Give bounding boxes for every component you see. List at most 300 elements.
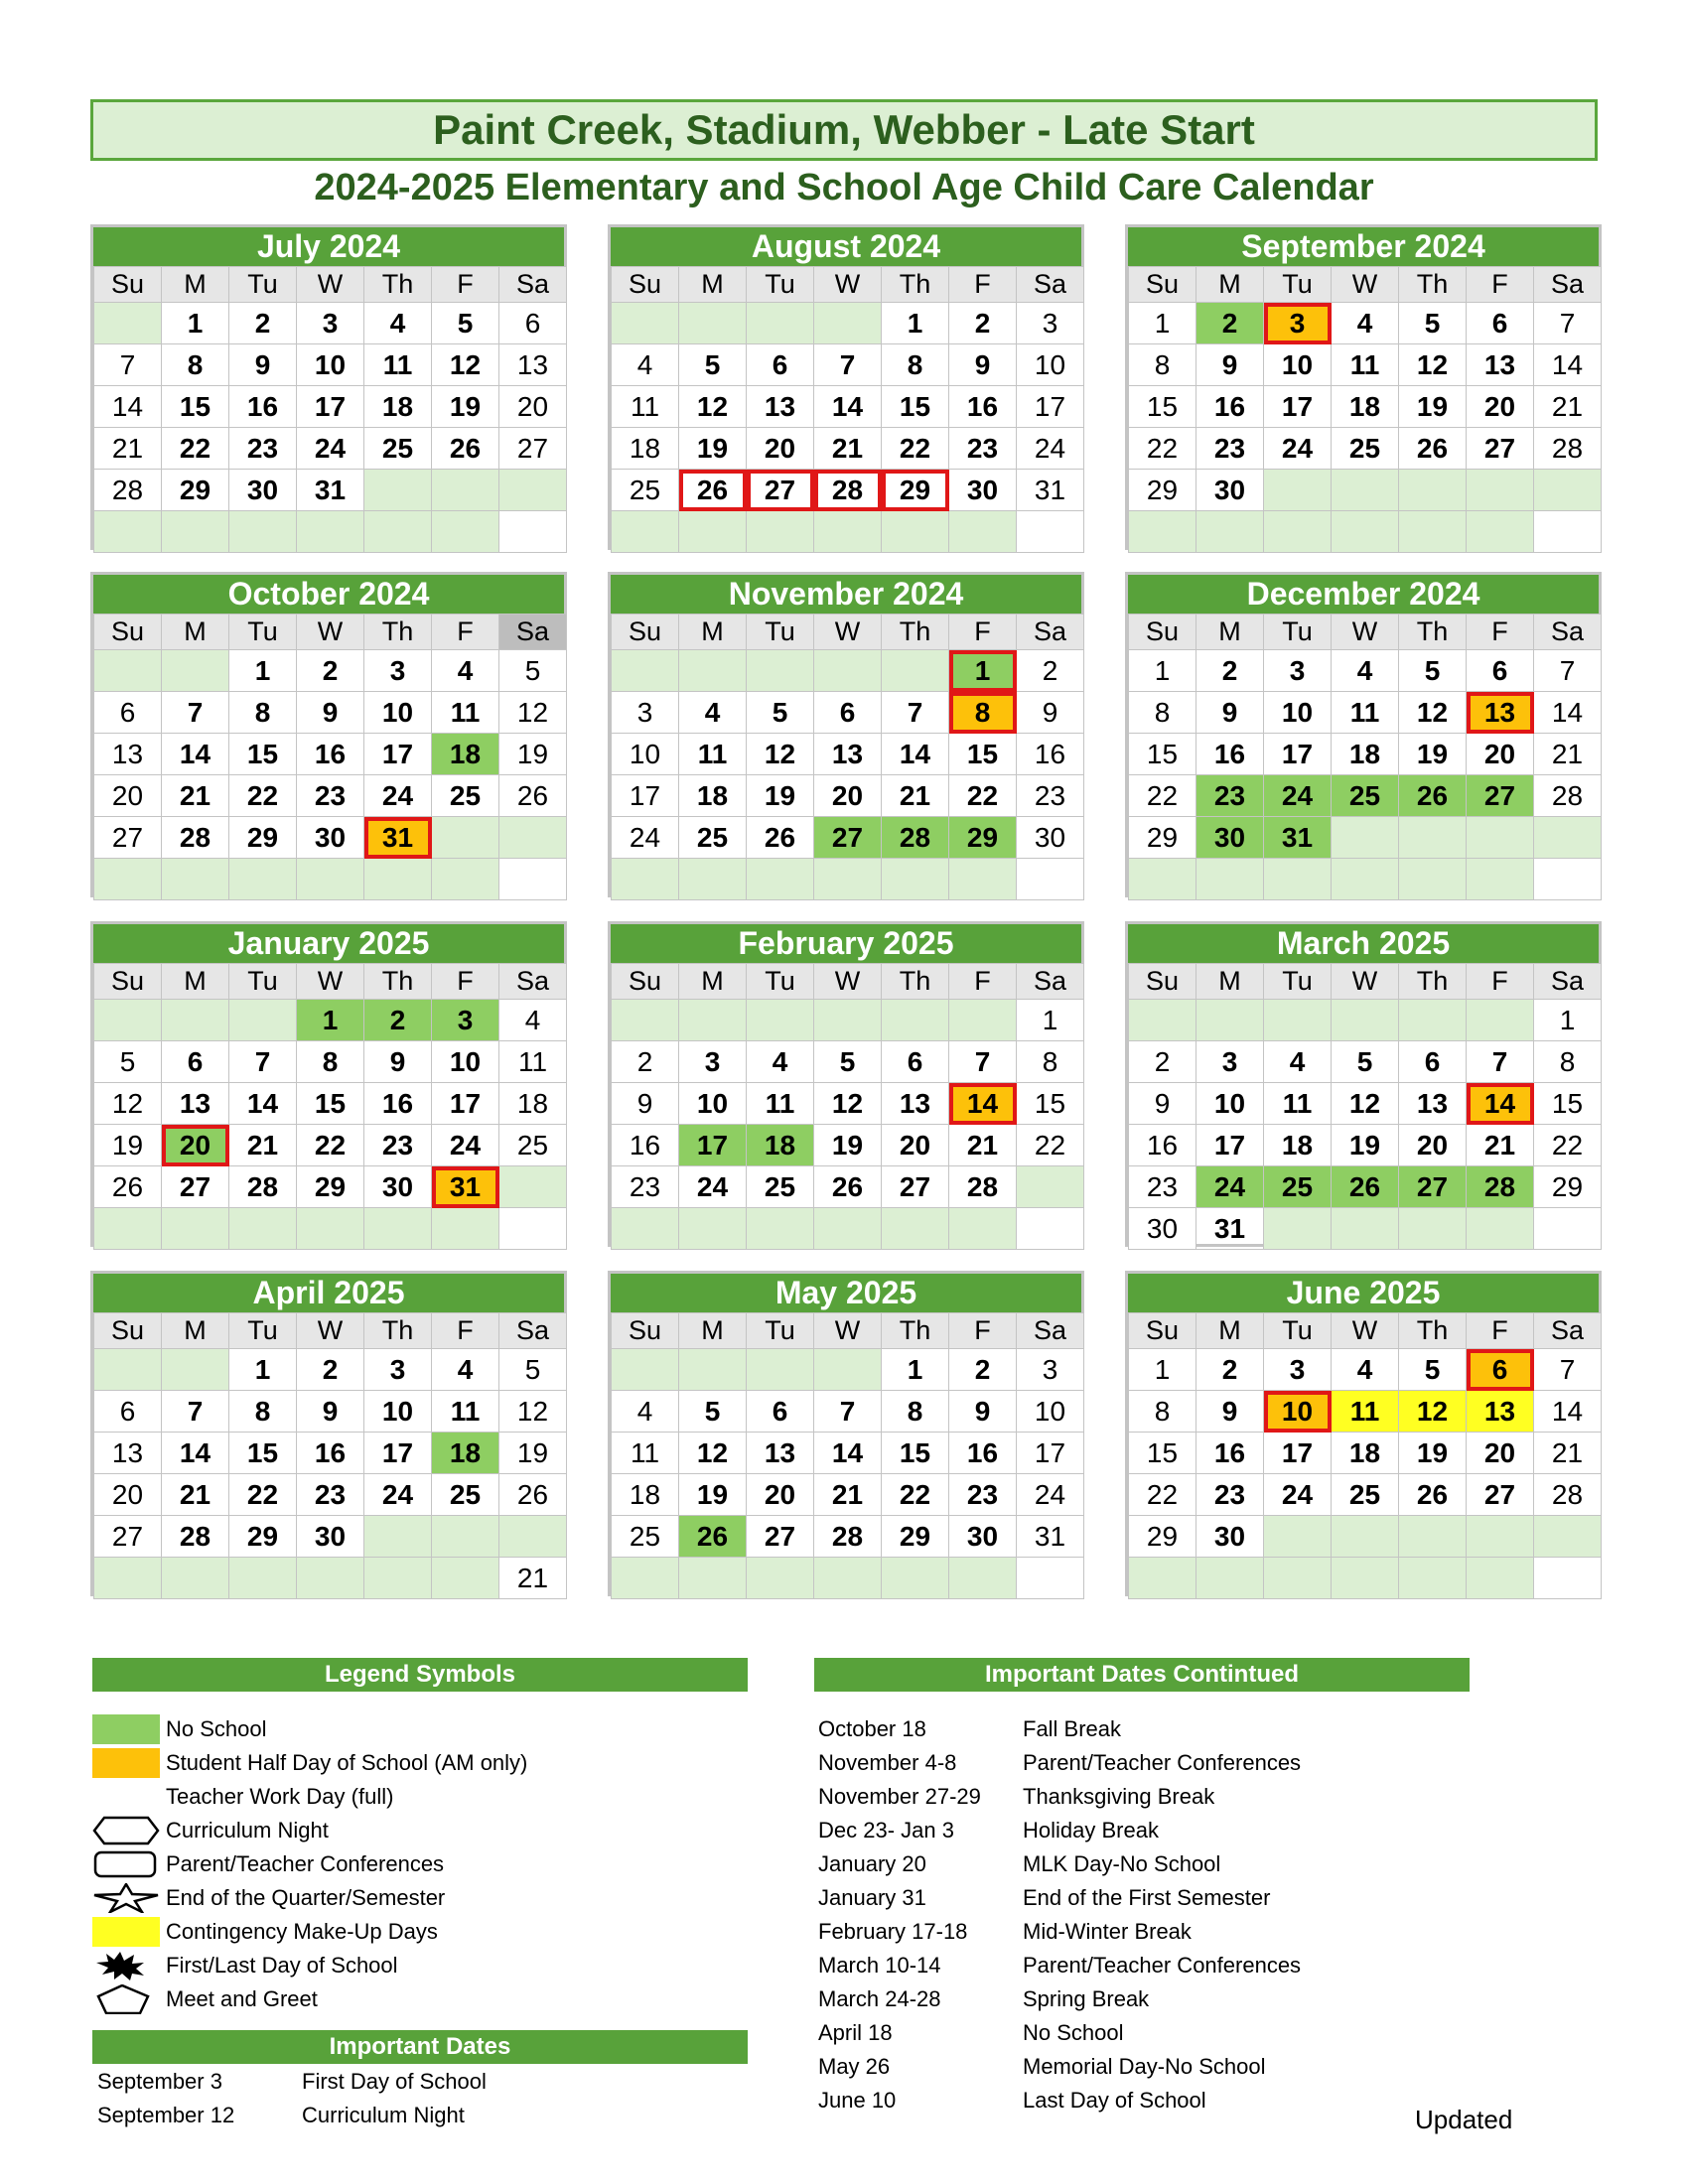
weekday-header: Sa xyxy=(1017,267,1084,303)
day-cell: 22 xyxy=(229,775,297,817)
day-cell: 26 xyxy=(1399,428,1467,470)
empty-day-cell xyxy=(814,1349,882,1391)
legend-item xyxy=(92,1949,688,1982)
day-cell: 12 xyxy=(679,386,747,428)
day-cell: 30 xyxy=(1196,817,1264,859)
day-cell: 29 xyxy=(949,817,1017,859)
day-cell: 11 xyxy=(1264,1083,1332,1125)
day-cell: 7 xyxy=(1534,650,1602,692)
empty-day-cell xyxy=(949,1000,1017,1041)
empty-day-cell xyxy=(1332,470,1399,511)
day-cell: 17 xyxy=(1264,1433,1332,1474)
weekday-header: Th xyxy=(1399,1313,1467,1349)
day-cell: 22 xyxy=(1129,775,1196,817)
weekday-header: F xyxy=(432,964,499,1000)
weekday-header: F xyxy=(432,1313,499,1349)
day-cell: 17 xyxy=(1264,734,1332,775)
day-cell: 16 xyxy=(297,1433,364,1474)
empty-day-cell xyxy=(1017,511,1084,553)
empty-day-cell xyxy=(1534,1558,1602,1599)
day-cell: 29 xyxy=(1129,470,1196,511)
day-cell: 3 xyxy=(1264,650,1332,692)
legend-label: First/Last Day of School xyxy=(166,1953,398,1978)
day-cell: 19 xyxy=(94,1125,162,1166)
day-cell: 25 xyxy=(612,470,679,511)
legend-label: Parent/Teacher Conferences xyxy=(166,1851,445,1876)
day-cell: 17 xyxy=(364,1433,432,1474)
day-cell: 1 xyxy=(1534,1000,1602,1041)
day-cell: 17 xyxy=(612,775,679,817)
weekday-header: Th xyxy=(364,267,432,303)
day-cell: 2 xyxy=(364,1000,432,1041)
empty-day-cell xyxy=(679,1558,747,1599)
day-cell: 22 xyxy=(1129,1474,1196,1516)
day-cell: 15 xyxy=(1129,734,1196,775)
empty-day-cell xyxy=(882,650,949,692)
weekday-header: F xyxy=(1467,614,1534,650)
empty-day-cell xyxy=(364,470,432,511)
day-cell: 15 xyxy=(1534,1083,1602,1125)
day-cell: 6 xyxy=(94,692,162,734)
legend-label: Curriculum Night xyxy=(166,1818,329,1843)
day-cell: 16 xyxy=(1129,1125,1196,1166)
day-cell: 14 xyxy=(162,734,229,775)
event-label: Mid-Winter Break xyxy=(1023,1919,1192,1944)
empty-day-cell xyxy=(1534,817,1602,859)
weekday-header: Su xyxy=(1129,614,1196,650)
empty-day-cell xyxy=(94,650,162,692)
weekday-header: Tu xyxy=(1264,964,1332,1000)
day-cell: 28 xyxy=(1534,775,1602,817)
day-cell: 14 xyxy=(882,734,949,775)
month-days-table xyxy=(1128,266,1602,553)
month-days-table xyxy=(1128,614,1602,900)
empty-day-cell xyxy=(949,1558,1017,1599)
day-cell: 19 xyxy=(679,1474,747,1516)
day-cell: 20 xyxy=(1399,1125,1467,1166)
day-cell: 3 xyxy=(364,650,432,692)
day-cell: 4 xyxy=(1332,1349,1399,1391)
empty-day-cell xyxy=(432,817,499,859)
day-cell: 8 xyxy=(229,1391,297,1433)
empty-day-cell xyxy=(499,859,567,900)
day-cell: 19 xyxy=(747,775,814,817)
day-cell: 28 xyxy=(1534,428,1602,470)
day-cell: 9 xyxy=(1129,1083,1196,1125)
day-cell: 5 xyxy=(1399,303,1467,344)
empty-day-cell xyxy=(679,1349,747,1391)
empty-day-cell xyxy=(679,859,747,900)
date-row xyxy=(818,2016,1414,2050)
day-cell: 31 xyxy=(1017,470,1084,511)
day-cell: 15 xyxy=(297,1083,364,1125)
day-cell: 27 xyxy=(747,470,814,511)
weekday-header: Tu xyxy=(229,267,297,303)
empty-day-cell xyxy=(432,1558,499,1599)
weekday-header: Th xyxy=(882,614,949,650)
day-cell: 30 xyxy=(1196,470,1264,511)
day-cell: 30 xyxy=(1017,817,1084,859)
weekday-header: Sa xyxy=(499,1313,567,1349)
day-cell: 27 xyxy=(162,1166,229,1208)
day-cell: 15 xyxy=(1129,386,1196,428)
day-cell: 2 xyxy=(949,1349,1017,1391)
day-cell: 22 xyxy=(882,1474,949,1516)
weekday-header: Sa xyxy=(499,964,567,1000)
day-cell: 5 xyxy=(499,650,567,692)
empty-day-cell xyxy=(499,511,567,553)
day-cell: 17 xyxy=(297,386,364,428)
weekday-header: Th xyxy=(882,1313,949,1349)
empty-day-cell xyxy=(162,1208,229,1250)
day-cell: 19 xyxy=(499,1433,567,1474)
day-cell: 8 xyxy=(1129,692,1196,734)
day-cell: 3 xyxy=(1017,1349,1084,1391)
day-cell: 29 xyxy=(229,817,297,859)
weekday-header: Tu xyxy=(229,964,297,1000)
weekday-header: W xyxy=(1332,964,1399,1000)
weekday-header: W xyxy=(814,614,882,650)
weekday-header: M xyxy=(1196,267,1264,303)
day-cell: 8 xyxy=(949,692,1017,734)
day-cell: 2 xyxy=(297,650,364,692)
day-cell: 30 xyxy=(1129,1208,1196,1250)
yellow-swatch xyxy=(92,1917,160,1947)
day-cell: 5 xyxy=(747,692,814,734)
day-cell: 18 xyxy=(364,386,432,428)
rounded-rect-icon xyxy=(92,1849,160,1879)
empty-day-cell xyxy=(612,303,679,344)
day-cell: 4 xyxy=(612,344,679,386)
day-cell: 7 xyxy=(814,344,882,386)
day-cell: 20 xyxy=(94,1474,162,1516)
empty-day-cell xyxy=(882,511,949,553)
day-cell: 10 xyxy=(1264,1391,1332,1433)
empty-day-cell xyxy=(94,303,162,344)
day-cell: 12 xyxy=(814,1083,882,1125)
date-row xyxy=(818,1746,1414,1780)
day-cell: 6 xyxy=(162,1041,229,1083)
empty-day-cell xyxy=(229,1208,297,1250)
weekday-header: Su xyxy=(94,964,162,1000)
weekday-header: Th xyxy=(364,964,432,1000)
day-cell: 4 xyxy=(1332,650,1399,692)
day-cell: 7 xyxy=(882,692,949,734)
day-cell: 14 xyxy=(1467,1083,1534,1125)
burst-icon xyxy=(92,1951,160,1980)
day-cell: 24 xyxy=(1264,1474,1332,1516)
day-cell: 17 xyxy=(1196,1125,1264,1166)
day-cell: 24 xyxy=(1264,775,1332,817)
day-cell: 28 xyxy=(1534,1474,1602,1516)
empty-day-cell xyxy=(364,511,432,553)
month-title: August 2024 xyxy=(611,227,1081,266)
day-cell: 1 xyxy=(1017,1000,1084,1041)
day-cell: 4 xyxy=(432,1349,499,1391)
day-cell: 12 xyxy=(1332,1083,1399,1125)
day-cell: 14 xyxy=(949,1083,1017,1125)
date-row xyxy=(818,1881,1414,1915)
day-cell: 16 xyxy=(364,1083,432,1125)
empty-day-cell xyxy=(364,1558,432,1599)
weekday-header: W xyxy=(297,964,364,1000)
empty-day-cell xyxy=(229,859,297,900)
day-cell: 29 xyxy=(1129,817,1196,859)
day-cell: 26 xyxy=(679,1516,747,1558)
weekday-header: F xyxy=(949,267,1017,303)
empty-day-cell xyxy=(1399,1516,1467,1558)
day-cell: 28 xyxy=(814,470,882,511)
weekday-header: Tu xyxy=(747,614,814,650)
empty-day-cell xyxy=(229,1558,297,1599)
day-cell: 3 xyxy=(1264,1349,1332,1391)
day-cell: 18 xyxy=(679,775,747,817)
weekday-header: M xyxy=(162,964,229,1000)
empty-day-cell xyxy=(747,1000,814,1041)
empty-day-cell xyxy=(612,1208,679,1250)
date-label: February 17-18 xyxy=(818,1919,968,1944)
day-cell: 31 xyxy=(1196,1208,1264,1250)
day-cell: 8 xyxy=(229,692,297,734)
day-cell: 22 xyxy=(297,1125,364,1166)
empty-day-cell xyxy=(1264,1208,1332,1250)
day-cell: 6 xyxy=(747,344,814,386)
day-cell: 13 xyxy=(1399,1083,1467,1125)
empty-day-cell xyxy=(1129,1558,1196,1599)
day-cell: 4 xyxy=(432,650,499,692)
day-cell: 18 xyxy=(499,1083,567,1125)
day-cell: 26 xyxy=(499,1474,567,1516)
day-cell: 4 xyxy=(747,1041,814,1083)
day-cell: 14 xyxy=(814,1433,882,1474)
date-row xyxy=(818,1915,1414,1949)
day-cell: 26 xyxy=(499,775,567,817)
day-cell: 14 xyxy=(814,386,882,428)
empty-day-cell xyxy=(1467,859,1534,900)
day-cell: 30 xyxy=(949,1516,1017,1558)
day-cell: 14 xyxy=(1534,692,1602,734)
day-cell: 11 xyxy=(432,1391,499,1433)
day-cell: 12 xyxy=(747,734,814,775)
empty-day-cell xyxy=(499,1208,567,1250)
date-label: April 18 xyxy=(818,2020,893,2045)
empty-day-cell xyxy=(814,303,882,344)
day-cell: 25 xyxy=(1332,1474,1399,1516)
green-swatch xyxy=(92,1714,160,1744)
day-cell: 21 xyxy=(882,775,949,817)
empty-day-cell xyxy=(747,511,814,553)
day-cell: 25 xyxy=(1264,1166,1332,1208)
day-cell: 7 xyxy=(1534,1349,1602,1391)
date-label: November 4-8 xyxy=(818,1750,957,1775)
empty-day-cell xyxy=(1129,859,1196,900)
day-cell: 20 xyxy=(882,1125,949,1166)
day-cell: 14 xyxy=(162,1433,229,1474)
day-cell: 2 xyxy=(1017,650,1084,692)
day-cell: 16 xyxy=(1196,1433,1264,1474)
weekday-header: Tu xyxy=(229,1313,297,1349)
day-cell: 5 xyxy=(94,1041,162,1083)
month-days-table xyxy=(611,614,1084,900)
day-cell: 24 xyxy=(364,1474,432,1516)
day-cell: 27 xyxy=(1399,1166,1467,1208)
day-cell: 11 xyxy=(499,1041,567,1083)
weekday-header: W xyxy=(1332,1313,1399,1349)
empty-day-cell xyxy=(1196,859,1264,900)
day-cell: 6 xyxy=(1399,1041,1467,1083)
day-cell: 6 xyxy=(747,1391,814,1433)
page-banner: Paint Creek, Stadium, Webber - Late Start xyxy=(90,99,1598,161)
day-cell: 18 xyxy=(612,1474,679,1516)
weekday-header: F xyxy=(949,614,1017,650)
weekday-header: F xyxy=(1467,1313,1534,1349)
day-cell: 6 xyxy=(1467,303,1534,344)
empty-day-cell xyxy=(747,303,814,344)
empty-day-cell xyxy=(364,1516,432,1558)
day-cell: 7 xyxy=(229,1041,297,1083)
empty-day-cell xyxy=(1332,1208,1399,1250)
weekday-header: W xyxy=(1332,614,1399,650)
legend-label: Contingency Make-Up Days xyxy=(166,1919,438,1944)
month-title: June 2025 xyxy=(1128,1274,1599,1312)
day-cell: 2 xyxy=(1196,650,1264,692)
day-cell: 16 xyxy=(949,386,1017,428)
day-cell: 8 xyxy=(882,344,949,386)
empty-day-cell xyxy=(94,511,162,553)
day-cell: 16 xyxy=(612,1125,679,1166)
empty-day-cell xyxy=(1467,470,1534,511)
day-cell: 10 xyxy=(1264,692,1332,734)
day-cell: 26 xyxy=(1399,1474,1467,1516)
day-cell: 10 xyxy=(297,344,364,386)
empty-day-cell xyxy=(1467,817,1534,859)
day-cell: 21 xyxy=(162,1474,229,1516)
day-cell: 27 xyxy=(94,1516,162,1558)
day-cell: 1 xyxy=(882,1349,949,1391)
empty-day-cell xyxy=(432,1516,499,1558)
day-cell: 3 xyxy=(1017,303,1084,344)
empty-day-cell xyxy=(432,859,499,900)
day-cell: 14 xyxy=(229,1083,297,1125)
day-cell: 15 xyxy=(1017,1083,1084,1125)
month-title: January 2025 xyxy=(93,924,564,963)
empty-day-cell xyxy=(364,1208,432,1250)
month-1 xyxy=(90,224,567,550)
weekday-header: W xyxy=(1332,267,1399,303)
day-cell: 15 xyxy=(1129,1433,1196,1474)
day-cell: 24 xyxy=(1196,1166,1264,1208)
day-cell: 20 xyxy=(94,775,162,817)
empty-day-cell xyxy=(882,1000,949,1041)
pentagon-icon xyxy=(92,1984,160,2014)
empty-day-cell xyxy=(432,511,499,553)
day-cell: 5 xyxy=(432,303,499,344)
date-row xyxy=(97,2065,693,2099)
day-cell: 18 xyxy=(747,1125,814,1166)
empty-day-cell xyxy=(364,859,432,900)
empty-day-cell xyxy=(297,1558,364,1599)
day-cell: 23 xyxy=(612,1166,679,1208)
empty-day-cell xyxy=(814,859,882,900)
legend-item xyxy=(92,1847,688,1881)
day-cell: 2 xyxy=(612,1041,679,1083)
day-cell: 30 xyxy=(1196,1516,1264,1558)
day-cell: 4 xyxy=(1332,303,1399,344)
empty-day-cell xyxy=(612,511,679,553)
weekday-header: W xyxy=(814,964,882,1000)
empty-day-cell xyxy=(499,1516,567,1558)
day-cell: 19 xyxy=(1399,386,1467,428)
day-cell: 26 xyxy=(814,1166,882,1208)
day-cell: 25 xyxy=(499,1125,567,1166)
day-cell: 12 xyxy=(679,1433,747,1474)
month-4 xyxy=(90,572,567,897)
day-cell: 22 xyxy=(949,775,1017,817)
day-cell: 23 xyxy=(1129,1166,1196,1208)
day-cell: 21 xyxy=(814,1474,882,1516)
day-cell: 2 xyxy=(1196,303,1264,344)
weekday-header: Tu xyxy=(747,964,814,1000)
day-cell: 26 xyxy=(1332,1166,1399,1208)
weekday-header: Su xyxy=(94,1313,162,1349)
day-cell: 8 xyxy=(882,1391,949,1433)
day-cell: 29 xyxy=(882,470,949,511)
day-cell: 29 xyxy=(229,1516,297,1558)
empty-day-cell xyxy=(814,1558,882,1599)
day-cell: 22 xyxy=(162,428,229,470)
day-cell: 14 xyxy=(94,386,162,428)
weekday-header: Th xyxy=(1399,614,1467,650)
day-cell: 18 xyxy=(432,734,499,775)
date-row xyxy=(818,1814,1414,1847)
empty-day-cell xyxy=(679,1208,747,1250)
day-cell: 22 xyxy=(229,1474,297,1516)
date-row xyxy=(818,2084,1414,2117)
weekday-header: W xyxy=(297,267,364,303)
day-cell: 12 xyxy=(499,692,567,734)
empty-day-cell xyxy=(1399,1208,1467,1250)
day-cell: 31 xyxy=(432,1166,499,1208)
day-cell: 27 xyxy=(747,1516,814,1558)
date-label: September 3 xyxy=(97,2069,222,2094)
date-label: October 18 xyxy=(818,1716,926,1741)
empty-day-cell xyxy=(1017,1558,1084,1599)
day-cell: 10 xyxy=(1017,1391,1084,1433)
month-11 xyxy=(608,1271,1084,1596)
day-cell: 11 xyxy=(612,1433,679,1474)
empty-day-cell xyxy=(1332,511,1399,553)
day-cell: 17 xyxy=(1264,386,1332,428)
month-6 xyxy=(1125,572,1602,897)
day-cell: 24 xyxy=(364,775,432,817)
legend-label: No School xyxy=(166,1716,267,1741)
day-cell: 7 xyxy=(949,1041,1017,1083)
day-cell: 9 xyxy=(949,1391,1017,1433)
empty-day-cell xyxy=(612,859,679,900)
empty-day-cell xyxy=(882,859,949,900)
empty-day-cell xyxy=(1264,859,1332,900)
empty-day-cell xyxy=(679,511,747,553)
day-cell: 17 xyxy=(364,734,432,775)
empty-day-cell xyxy=(499,817,567,859)
day-cell: 15 xyxy=(229,734,297,775)
empty-day-cell xyxy=(747,1558,814,1599)
empty-day-cell xyxy=(162,511,229,553)
day-cell: 20 xyxy=(1467,386,1534,428)
day-cell: 1 xyxy=(229,1349,297,1391)
day-cell: 15 xyxy=(882,386,949,428)
date-label: Dec 23- Jan 3 xyxy=(818,1818,954,1843)
